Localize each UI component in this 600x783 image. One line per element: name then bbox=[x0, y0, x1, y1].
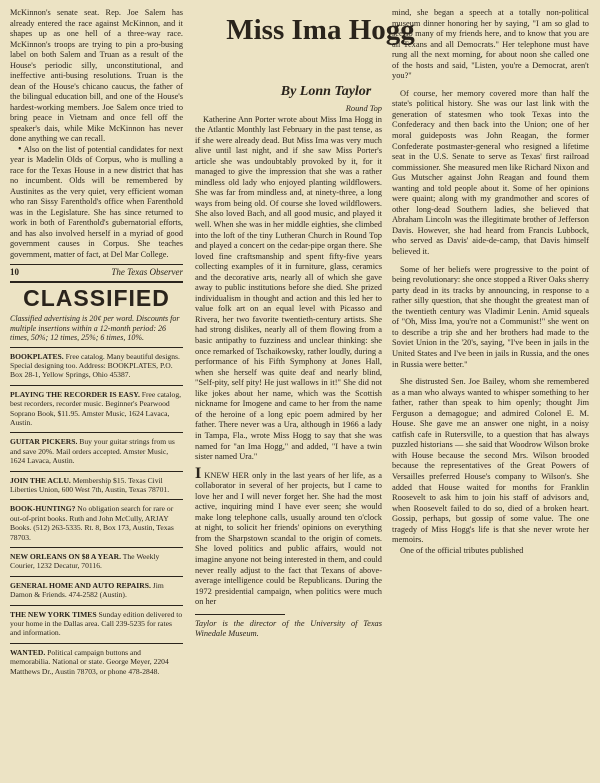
author-credit: Taylor is the director of the University of Texas Winedale Museum. bbox=[195, 618, 382, 639]
middle-column bbox=[195, 104, 382, 640]
ad-body: Political campaign buttons and memorabilia. National or state. George Meyer, 2204 Matthews Dr., Austin 78703, or phone 478-2848. bbox=[10, 647, 169, 676]
article-paragraph: Of course, her memory covered more than half the state's political history. She was our last link with the generation of statesmen who took Texas into the Confederacy and then back into the Union; one of her moral guideposts was John Reagan, the former Confederate postmaster-general who resigned a lifetime seat in the U.S. Senate to serve as Texas' first railroad commissioner. She measured men like Richard Nixon and Gus Mutscher against John Reagan and found them wanting and told people about it. Some of her opinions were quaint; along with my grandmother and scores of other long-dead Southern ladies, she believed that Abraham Lincoln was the illegitimate brother of Jefferson Davis. However, she had heard from Francis Lubbock, who served as Davis' aide-de-camp, that Davis himself believed it. bbox=[392, 88, 589, 257]
publication-name: The Texas Observer bbox=[111, 267, 183, 277]
classified-rates-note: Classified advertising is 20¢ per word. Discounts for multiple insertions within a 12-month period: 26 times, 50%; 12 times, 25%; 6 times, 10%. bbox=[10, 314, 183, 348]
right-column bbox=[392, 8, 589, 556]
article-paragraph-text: KNEW HER only in the last years of her life, as a collaborator in several of her projects, but I came to love her and I will never forget her. She had the most active, inquiring mind I have ever seen; she would make long telephone calls, usually around ten o'clock at night, to solicit her friends' opinions on everything from the Sharpstown scandal to the origin of comets. She loved politics and public affairs, would not imagine anyone not being interested in them, and could never really adjust to the fact that Texans of above-average intelligence could be Republicans. During the 1972 presidential campaign, when politics were much on her bbox=[195, 470, 382, 607]
ad-body: Membership $15. Texas Civil Liberties Union, 600 West 7th, Austin, Texas 78701. bbox=[10, 475, 170, 494]
classified-ad bbox=[10, 644, 183, 681]
ad-body: No obligation search for rare or out-of-print books. Ruth and John McCully, ARJAY Books. (512) 263-5335. Rt. 8, Box 173, Austin, Texas 78703. bbox=[10, 504, 174, 542]
dateline: Round Top bbox=[345, 104, 382, 113]
ad-headline: NEW ORLEANS ON $8 A YEAR. bbox=[10, 552, 121, 561]
ad-headline: GENERAL HOME AND AUTO REPAIRS. bbox=[10, 580, 151, 590]
article-paragraph bbox=[195, 464, 382, 608]
classified-ad bbox=[10, 577, 183, 606]
classified-ad bbox=[10, 472, 183, 501]
drop-cap: I bbox=[195, 464, 202, 482]
article-paragraph: Katherine Ann Porter wrote about Miss Ima Hogg in the Atlantic Monthly last February in the past tense, as if she were already dead. But Miss Ima was very much alive until last night, and if she saw Miss Porter's article she was undoubtably provoked by it, for it managed to give the impression that she was a rather mindless old lady who enjoyed planting wildflowers. She was far from mindless and, at ninety-three, a long ways from being old. Of course she loved wildflowers. She also loved Bach, and all good music, and played it well. When she was in her middle eighties, she climbed into the loft of the tiny Lutheran Church in Round Top and played a concert on the cedar-pipe organ there. She loved fine craftsmanship and spent fifty-five years collecting examples of it in furniture, glass, ceramics and the decorative arts, nearly all of which she gave away to public institutions before she died. She prized individualism in thought and action and this led her to value folk art on an equal level with Picasso and Rivera, her two favorite twentieth-century artists. She had strong dislikes, nearly all of them flowing from a basic antipathy to fuzziness and unclear thinking: she once remarked of Tschaikowsky, rather loudly, during a performance of his Fifth Symphony at Jones Hall, when she herself was quite deaf and nearly blind, "Self-pity, self pity! He just wallows in it!" She did not like jokes about her name, which was the Scottish nickname for Imogene and came to her from the name of the heroine of a long epic poem admired by her father. There never was a Ura, although in 1966 a lady in Tampa, Fla., wrote Miss Hogg to say that she was named for "an Ima Hogg," and added, "I have a twin sister named Ura." bbox=[195, 114, 382, 462]
divider bbox=[195, 614, 285, 615]
page-footer bbox=[10, 264, 183, 277]
article-byline: By Lonn Taylor bbox=[280, 84, 372, 99]
article-paragraph-text: Also on the list of potential candidates for next year is Madelin Olds of Corpus, who is mulling a race for the Texas House in a new district that has no incumbent. Olds will be remembered by Austinites as the very quiet, very efficient woman who ran Sissy Farenthold's office when Farenthold was in the Legislature. She has since returned to work in both of Farenthold's gubernatorial efforts, and has also involved herself in a myriad of good government causes in Corpus. She teaches government, matter of fact, at Del Mar College. bbox=[10, 144, 183, 259]
ad-headline: JOIN THE ACLU. bbox=[10, 475, 71, 485]
article-paragraph: Some of her beliefs were progressive to the point of being revolutionary: she once stopped a River Oaks sherry party dead in its tracks by announcing, in response to a rather silly question, that she thought the greatest man of the twentieth century was Vladimir Lenin. Amid squeals of "Oh, Miss Ima, you're not a Communist!" she went on to describe a trip she and her brothers had made to the Soviet Union in the '20's, saying, "I've been in jails in the United States and I've been in jails in Russia, and the ones in Russia were better." bbox=[392, 264, 589, 369]
classified-heading: CLASSIFIED bbox=[23, 285, 170, 311]
ad-body: The Weekly Courier, 1232 Decatur, 70116. bbox=[10, 552, 160, 571]
classified-ad bbox=[10, 348, 183, 386]
ad-headline: GUITAR PICKERS. bbox=[10, 437, 78, 447]
article-paragraph: mind, she began a speech at a totally non-political museum dinner honoring her by saying, "I am so glad to see so many of my friends here, and to know that you are all Texans and all Democrats." Her telephone must have rung all the next morning, for about noon she called one of the hosts and said, "Listen, you're a Democrat, aren't you?" bbox=[392, 8, 589, 81]
classified-ad bbox=[10, 548, 183, 577]
classified-ad bbox=[10, 386, 183, 434]
page-number: 10 bbox=[10, 267, 19, 277]
ad-headline: BOOK-HUNTING? bbox=[10, 504, 76, 514]
classified-section bbox=[10, 281, 183, 681]
classified-ad bbox=[10, 606, 183, 644]
ad-body: Buy your guitar strings from us and save 20%. Mail orders accepted. Amster Music, 1624 Lavaca, Austin. bbox=[10, 437, 175, 466]
article-paragraph: McKinnon's senate seat. Rep. Joe Salem has already entered the race against McKinnon, and it shapes up as one hell of a three-way race. McKinnon's troops are trying to pin a pro-busing label on both Salem and Truan as a result of the House's periodic silly, unconstitutional, and ineffective anti-busing resolutions. Truan is the dean of the House's chicano caucus, the father of the bilingual education bill, and one of the House's hardest-working members. Joe Salem once tried to bring peace in Vietnam and once fell off the speaker's dais, while Mike McKinnon has never done anything we can recall. bbox=[10, 8, 183, 143]
ad-body: Free catalog, best recorders, recorder music. Beginner's Pearwood Soprano Book, $11.95. Amster Music, 1624 Lavaca, Austin. bbox=[10, 389, 182, 427]
article-title: Miss Ima Hogg bbox=[226, 14, 415, 46]
ad-body: Free catalog. Many beautiful designs. Special designing too. Address: BOOKPLATES, P.O. Box 28-1, Yellow Springs, Ohio 45387. bbox=[10, 351, 180, 380]
ad-headline: PLAYING THE RECORDER IS EASY. bbox=[10, 389, 140, 399]
bullet-icon: • bbox=[18, 143, 22, 155]
left-column bbox=[10, 8, 183, 681]
politics-item-continued bbox=[10, 8, 183, 260]
article-paragraph: One of the official tributes published bbox=[400, 545, 524, 555]
ad-headline: THE NEW YORK TIMES bbox=[10, 609, 97, 619]
ad-body: Jim Damon & Friends. 474-2582 (Austin). bbox=[10, 580, 164, 600]
classified-ad bbox=[10, 500, 183, 548]
ad-headline: BOOKPLATES. bbox=[10, 351, 64, 361]
ad-body: Sunday edition delivered to your home in the Dallas area. Call 239-5235 for rates and information. bbox=[10, 609, 183, 638]
article-paragraph: She distrusted Sen. Joe Bailey, whom she remembered as a man who always wanted to whisper something to her father, rather than speak to him openly; thought Jim Ferguson a demagogue; and admired Colonel E. M. House. She gave me an answer one night, in a noisy catfish cafe in Rutersville, to a question that has always puzzled historians — she said that Woodrow Wilson broke with House because the second Mrs. Wilson brooded because the representatives of the Great Powers of Versailles preferred House's company to Wilson's. She added that House waited for months for Franklin Roosevelt to ask him to join his staff of advisors and, when Roosevelt failed to do so, died of a broken heart. Gossip, perhaps, but gossip of some value. The one tragedy of Miss Hogg's life is that she never wrote her memoirs. bbox=[392, 377, 589, 545]
classified-ad bbox=[10, 433, 183, 471]
article-paragraph bbox=[10, 145, 183, 261]
ad-headline: WANTED. bbox=[10, 647, 46, 657]
